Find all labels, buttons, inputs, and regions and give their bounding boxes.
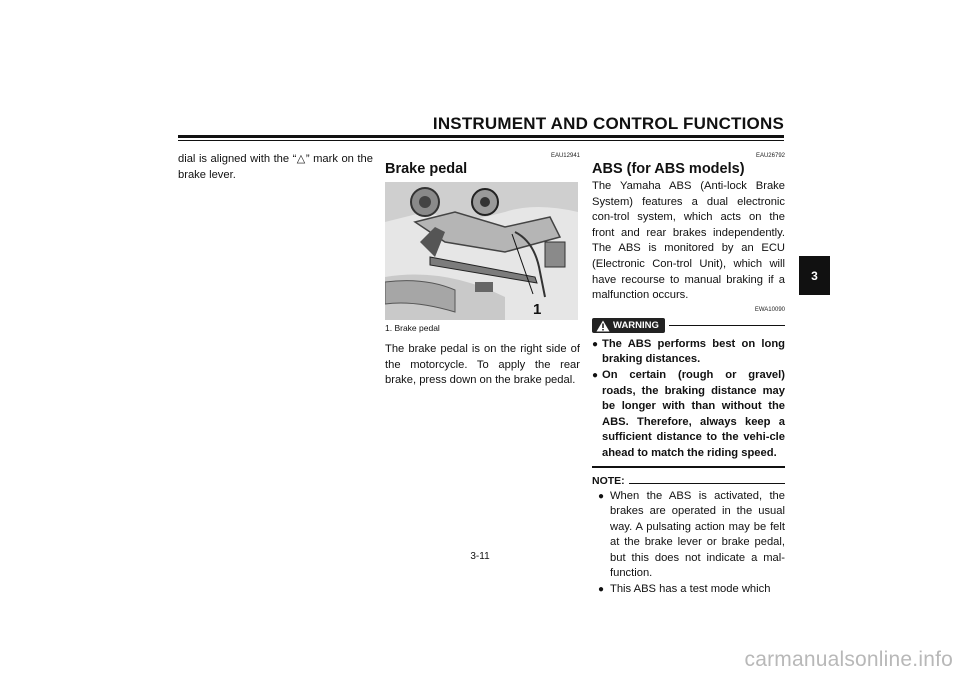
warning-triangle-icon [596,320,610,332]
warning-header [592,318,785,334]
section-header-title: INSTRUMENT AND CONTROL FUNCTIONS [432,114,784,133]
figure-caption: 1. Brake pedal [385,323,440,333]
bullet-icon: ● [592,369,599,381]
figure-callout-1: 1 [533,301,542,318]
bullet-icon: ● [592,338,599,350]
section-code: EAU26792 [755,153,785,159]
bullet-icon: ● [598,584,605,596]
warning-rule [669,325,785,326]
warning-item [592,368,785,462]
note-header [592,473,785,487]
note-item [598,582,785,598]
note-item [598,489,785,583]
warning-item-text: On certain (rough or gravel) roads, the braking distance may be longer with than without the ABS. Therefore, always keep a sufficient distance to the vehi-cle ahead to match the riding speed. [602,368,785,459]
warning-badge [592,318,665,333]
header-rule-thin [178,140,784,141]
warning-list [592,337,785,462]
warning-item [592,337,785,368]
column-3 [592,152,785,598]
watermark: carmanualsonline.info [744,648,953,671]
brake-pedal-illustration [385,182,578,320]
abs-paragraph: The Yamaha ABS (Anti-lock Brake System) features a dual electronic con-trol system, which acts on the front and rear brakes independently. The ABS is monitored by an ECU (Electronic Con-trol Unit), which will have recourse to manual braking if a malfunction occurs. [592,180,785,302]
note-rule [629,483,785,484]
note-list [592,489,785,598]
warning-code: EWA10090 [754,306,785,313]
header-rule [178,135,784,138]
note-item-text: When the ABS is activated, the brakes are operated in the usual way. A pulsating action may be felt at the brake lever or brake pedal, but this does not indicate a mal-function. [610,489,785,580]
page-number: 3-11 [470,551,490,562]
chapter-tab: 3 [799,256,830,295]
section-code: EAU12941 [550,153,580,159]
note-label: NOTE: [592,474,625,487]
warning-item-text: The ABS performs best on long braking distances. [602,337,785,366]
note-item-text: This ABS has a test mode which [610,583,771,596]
column-1 [178,152,373,183]
section-heading-brake-pedal: Brake pedal [385,161,468,177]
col1-text-before: dial is aligned with the “ [178,153,297,165]
triangle-mark-icon: △ [296,153,306,165]
brake-pedal-photo [385,182,578,320]
bullet-icon: ● [598,490,605,502]
col1-text-after: ” mark on the brake lever. [178,153,373,181]
column-2 [385,152,580,389]
section-heading-abs: ABS (for ABS models) [592,161,745,177]
warning-end-rule [592,466,785,468]
brake-pedal-paragraph: The brake pedal is on the right side of the motorcycle. To apply the rear brake, press down on the brake pedal. [385,343,580,387]
warning-label: WARNING [613,320,659,332]
